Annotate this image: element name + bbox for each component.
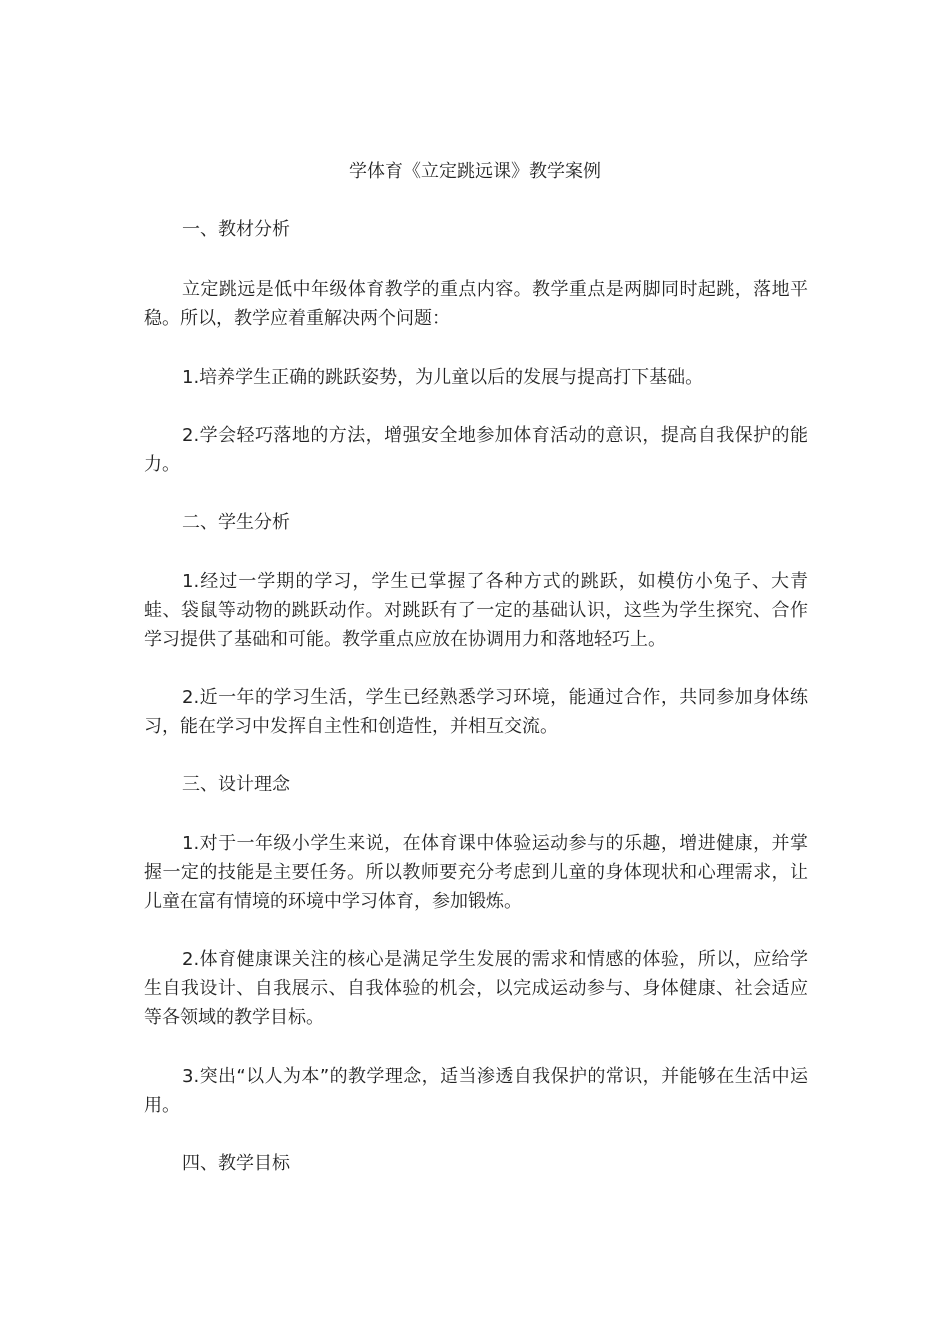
section-heading-teaching-goals: 四、教学目标 xyxy=(182,1153,290,1174)
section-heading-student-analysis: 二、学生分析 xyxy=(182,512,290,533)
paragraph-student-point-2: 2.近一年的学习生活，学生已经熟悉学习环境，能通过合作，共同参加身体练习，能在学习中发挥自主性和创造性，并相互交流。 xyxy=(144,687,808,737)
paragraph-design-point-2: 2.体育健康课关注的核心是满足学生发展的需求和情感的体验，所以，应给学生自我设计、自我展示、自我体验的机会，以完成运动参与、身体健康、社会适应等各领域的教学目标。 xyxy=(144,949,808,1028)
paragraph-textbook-point-2: 2.学会轻巧落地的方法，增强安全地参加体育活动的意识，提高自我保护的能力。 xyxy=(144,425,808,475)
paragraph-textbook-point-1: 1.培养学生正确的跳跃姿势，为儿童以后的发展与提高打下基础。 xyxy=(182,367,704,388)
paragraph-design-point-3: 3.突出“以人为本”的教学理念，适当渗透自我保护的常识，并能够在生活中运用。 xyxy=(144,1066,808,1116)
document-title: 学体育《立定跳远课》教学案例 xyxy=(349,161,601,182)
paragraph-textbook-intro: 立定跳远是低中年级体育教学的重点内容。教学重点是两脚同时起跳，落地平稳。所以，教学应着重解决两个问题： xyxy=(144,279,808,329)
paragraph-student-point-1: 1.经过一学期的学习，学生已掌握了各种方式的跳跃，如模仿小兔子、大青蛙、袋鼠等动物的跳跃动作。对跳跃有了一定的基础认识，这些为学生探究、合作学习提供了基础和可能。教学重点应放在协调用力和落地轻巧上。 xyxy=(144,571,808,650)
section-heading-design-concept: 三、设计理念 xyxy=(182,774,290,795)
section-heading-textbook-analysis: 一、教材分析 xyxy=(182,219,290,240)
paragraph-design-point-1: 1.对于一年级小学生来说，在体育课中体验运动参与的乐趣，增进健康，并掌握一定的技能是主要任务。所以教师要充分考虑到儿童的身体现状和心理需求，让儿童在富有情境的环境中学习体育，参加锻炼。 xyxy=(144,833,808,912)
